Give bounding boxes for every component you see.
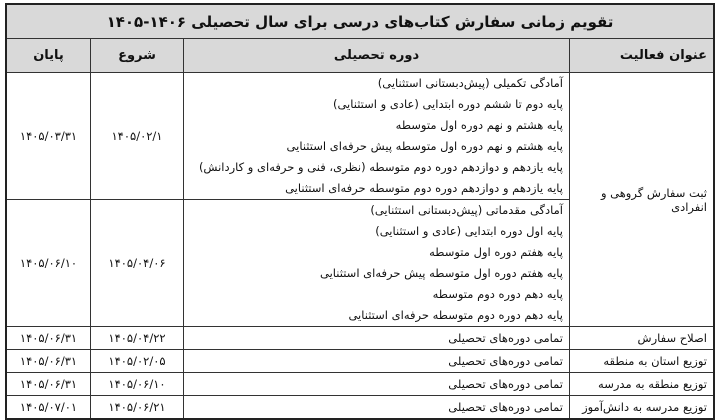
table-row [6, 373, 714, 396]
course-item: آمادگی مقدماتی (پیش‌دبستانی استثنایی) [370, 203, 563, 217]
course-item: پایه هفتم دوره اول متوسطه پیش حرفه‌ای استثنایی [319, 266, 563, 280]
table-row [6, 350, 714, 373]
activity-cell: توزیع منطقه به مدرسه [570, 373, 715, 396]
course-cell: تمامی دوره‌های تحصیلی [184, 373, 570, 396]
group-activity-cell: ثبت سفارش گروهی و انفرادی [570, 73, 715, 327]
course-cell: تمامی دوره‌های تحصیلی [184, 350, 570, 373]
header-start: شروع [91, 39, 184, 73]
table-row [6, 327, 714, 350]
table-row [6, 396, 714, 420]
course-item: پایه یازدهم و دوازدهم دوره دوم متوسطه (نظری، فنی و حرفه‌ای و کاردانش) [198, 160, 563, 174]
course-item: پایه هشتم و نهم دوره اول متوسطه پیش حرفه‌ای استثنایی [286, 139, 563, 153]
course-item: آمادگی تکمیلی (پیش‌دبستانی استثنایی) [377, 76, 563, 90]
end-date: ۱۴۰۵/۰۳/۳۱ [6, 73, 91, 200]
activity-cell: توزیع استان به منطقه [570, 350, 715, 373]
start-date: ۱۴۰۵/۰۶/۱۰ [91, 373, 184, 396]
start-date: ۱۴۰۵/۰۴/۰۶ [91, 200, 184, 327]
end-date: ۱۴۰۵/۰۶/۱۰ [6, 200, 91, 327]
header-end: پایان [6, 39, 91, 73]
start-date: ۱۴۰۵/۰۲/۱ [91, 73, 184, 200]
course-item: پایه دوم تا ششم دوره ابتدایی (عادی و استثنایی) [332, 97, 563, 111]
course-item: پایه دهم دوره دوم متوسطه حرفه‌ای استثنایی [348, 308, 563, 322]
course-item: پایه دهم دوره دوم متوسطه [432, 287, 563, 301]
activity-cell: اصلاح سفارش [570, 327, 715, 350]
schedule-table [5, 3, 715, 420]
end-date: ۱۴۰۵/۰۷/۰۱ [6, 396, 91, 420]
start-date: ۱۴۰۵/۰۴/۲۲ [91, 327, 184, 350]
start-date: ۱۴۰۵/۰۶/۲۱ [91, 396, 184, 420]
course-cell: تمامی دوره‌های تحصیلی [184, 396, 570, 420]
course-item: پایه هفتم دوره اول متوسطه [429, 245, 563, 259]
course-list [184, 200, 570, 327]
course-cell: تمامی دوره‌های تحصیلی [184, 327, 570, 350]
table-title: تقویم زمانی سفارش کتاب‌های درسی برای سال تحصیلی ۱۴۰۶-۱۴۰۵ [6, 4, 714, 39]
header-activity: عنوان فعالیت [570, 39, 715, 73]
course-list [184, 73, 570, 200]
header-course: دوره تحصیلی [184, 39, 570, 73]
start-date: ۱۴۰۵/۰۲/۰۵ [91, 350, 184, 373]
table-row [6, 73, 714, 200]
activity-cell: توزیع مدرسه به دانش‌آموز [570, 396, 715, 420]
end-date: ۱۴۰۵/۰۶/۳۱ [6, 327, 91, 350]
end-date: ۱۴۰۵/۰۶/۳۱ [6, 373, 91, 396]
course-item: پایه اول دوره ابتدایی (عادی و استثنایی) [375, 224, 563, 238]
course-item: پایه یازدهم و دوازدهم دوره دوم متوسطه حرفه‌ای استثنایی [285, 181, 563, 195]
end-date: ۱۴۰۵/۰۶/۳۱ [6, 350, 91, 373]
course-item: پایه هشتم و نهم دوره اول متوسطه [395, 118, 563, 132]
